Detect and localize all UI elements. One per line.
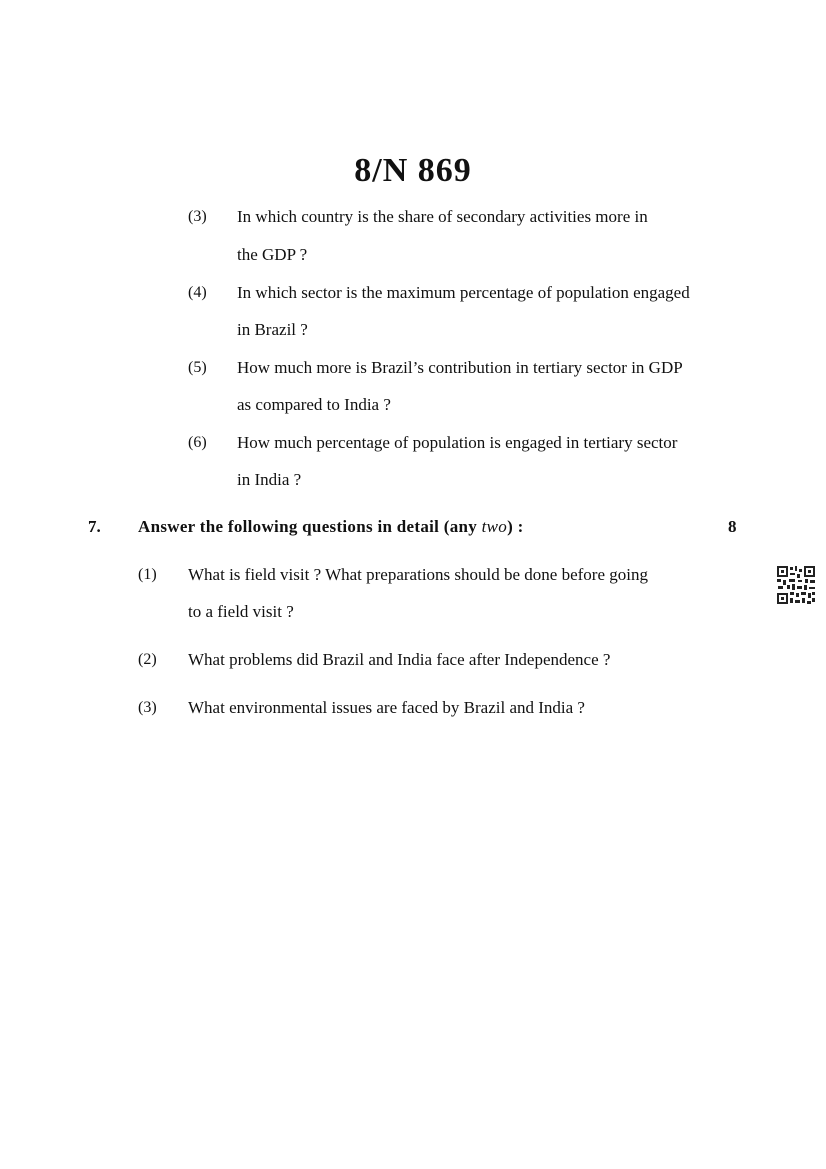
q7-prompt — [138, 517, 524, 537]
q7-marks: 8 — [728, 517, 737, 536]
q6-part-4-line1: In which sector is the maximum percentage of population engaged — [237, 283, 690, 302]
q6-part-6-number: (6) — [188, 434, 207, 451]
q7-prompt-emphasis: two — [481, 517, 508, 536]
q6-part-6-line2: in India ? — [237, 470, 302, 489]
q6-part-4-number: (4) — [188, 284, 207, 301]
q7-part-1-number: (1) — [138, 566, 157, 583]
q6-part-4-line2: in Brazil ? — [237, 320, 308, 339]
q6-part-3-line1: In which country is the share of secondary activities more in — [237, 207, 648, 226]
q6-part-5-number: (5) — [188, 359, 207, 376]
q7-part-2-number: (2) — [138, 651, 157, 668]
q6-part-3-line2: the GDP ? — [237, 245, 308, 264]
q6-part-6-line1: How much percentage of population is engaged in tertiary sector — [237, 433, 678, 452]
q6-part-3-number: (3) — [188, 208, 207, 225]
q7-prompt-main: Answer the following questions in detail (any — [138, 517, 478, 536]
q7-part-2-line1: What problems did Brazil and India face after Independence ? — [188, 650, 611, 669]
q6-part-5-line1: How much more is Brazil’s contribution in tertiary sector in GDP — [237, 358, 683, 377]
q7-part-3-line1: What environmental issues are faced by Brazil and India ? — [188, 698, 585, 717]
qr-code-icon — [776, 565, 816, 605]
q7-number: 7. — [88, 517, 101, 536]
q7-part-3-number: (3) — [138, 699, 157, 716]
q7-prompt-end: ) : — [507, 517, 524, 536]
q7-part-1-line2: to a field visit ? — [188, 602, 294, 621]
page-code: 8/N 869 — [354, 152, 472, 189]
q6-part-5-line2: as compared to India ? — [237, 395, 391, 414]
q7-part-1-line1: What is field visit ? What preparations should be done before going — [188, 565, 648, 584]
